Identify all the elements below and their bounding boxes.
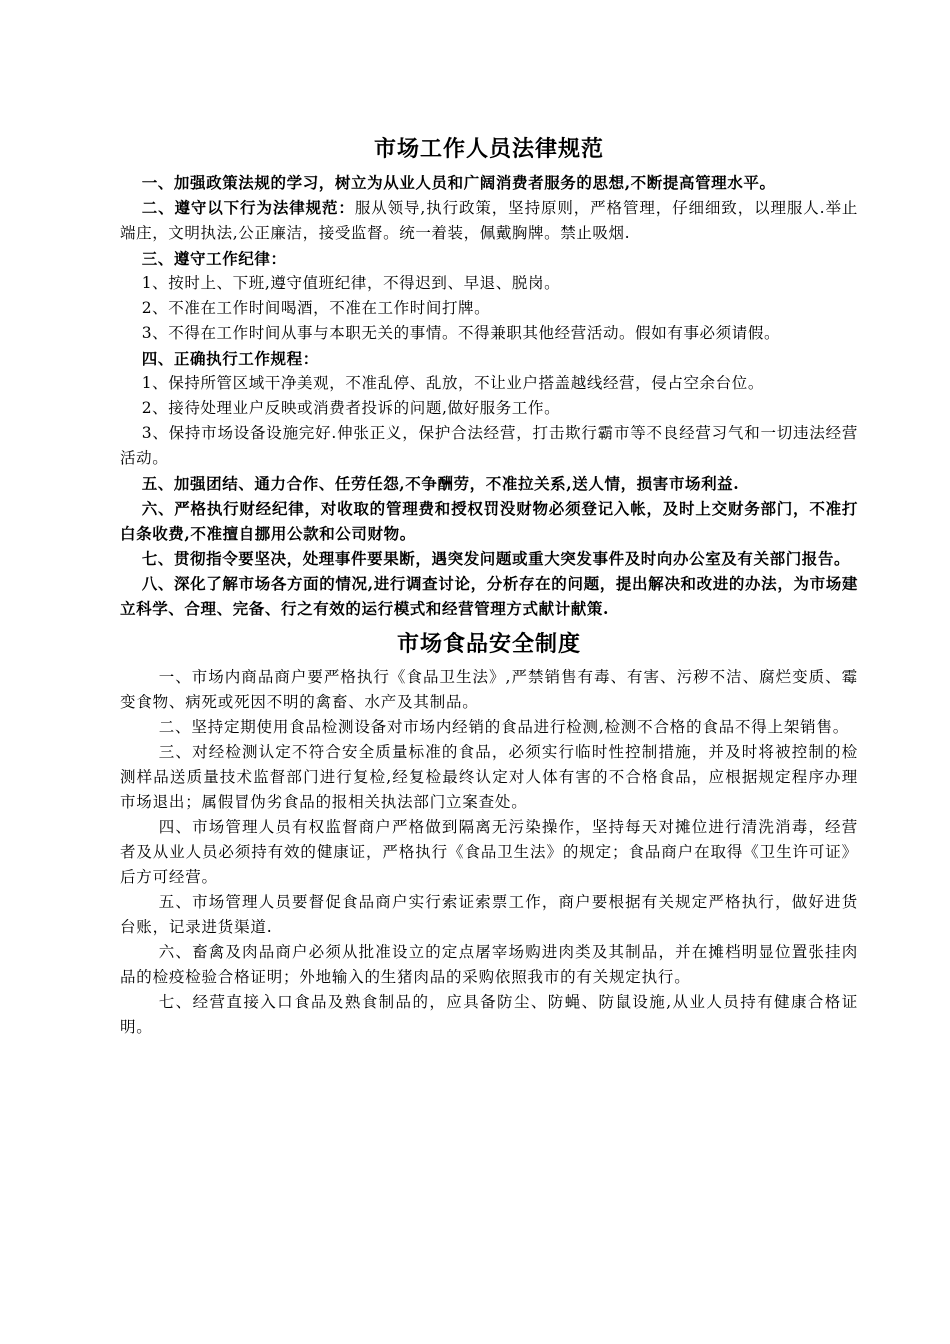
food-rule-2: 二、坚持定期使用食品检测设备对市场内经销的食品进行检测,检测不合格的食品不得上架销售。 bbox=[158, 718, 850, 736]
food-rule-4: 四、市场管理人员有权监督商户严格做到隔离无污染操作，坚持每天对摊位进行清洗消毒，经营者及从业人员必须持有效的健康证，严格执行《食品卫生法》的规定；食品商户在取得《卫生许可证》后方可经营。 bbox=[120, 818, 858, 886]
food-rule-1: 一、市场内商品商户要严格执行《食品卫生法》,严禁销售有毒、有害、污秽不洁、腐烂变质、霉变食物、病死或死因不明的禽畜、水产及其制品。 bbox=[120, 668, 858, 711]
section1-body bbox=[120, 170, 858, 621]
rule-7: 七、贯彻指令要坚决，处理事件要果断，遇突发问题或重大突发事件及时向办公室及有关部门报告。 bbox=[141, 549, 851, 568]
rule-4-item-1: 1、保持所管区域干净美观，不准乱停、乱放，不让业户搭盖越线经营，侵占空余台位。 bbox=[141, 374, 764, 392]
rule-3-item-2: 2、不准在工作时间喝酒，不准在工作时间打牌。 bbox=[141, 299, 491, 317]
rule-6: 六、严格执行财经纪律，对收取的管理费和授权罚没财物必须登记入帐，及时上交财务部门，不准打白条收费,不准擅自挪用公款和公司财物。 bbox=[120, 499, 858, 543]
rule-2 bbox=[120, 195, 858, 246]
rule-3-item-3: 3、不得在工作时间从事与本职无关的事情。不得兼职其他经营活动。假如有事必须请假。 bbox=[141, 324, 781, 342]
section2-title: 市场食品安全制度 bbox=[396, 631, 581, 657]
rule-3-heading: 三、遵守工作纪律： bbox=[141, 249, 287, 268]
rule-1: 一、加强政策法规的学习，树立为从业人员和广阔消费者服务的思想,不断提高管理水平。 bbox=[141, 173, 776, 192]
food-rule-3: 三、对经检测认定不符合安全质量标准的食品，必须实行临时性控制措施，并及时将被控制的检测样品送质量技术监督部门进行复检,经复检最终认定对人体有害的不合格食品，应根据规定程序办理市场退出；属假冒伪劣食品的报相关执法部门立案查处。 bbox=[120, 743, 858, 811]
rule-4-heading: 四、正确执行工作规程： bbox=[141, 349, 319, 368]
food-rule-5: 五、市场管理人员要督促食品商户实行索证索票工作，商户要根据有关规定严格执行，做好进货台账，记录进货渠道. bbox=[120, 893, 858, 936]
rule-2-heading: 二、遵守以下行为法律规范： bbox=[141, 198, 355, 217]
rule-3-item-1: 1、按时上、下班,遵守值班纪律，不得迟到、早退、脱岗。 bbox=[141, 274, 561, 292]
rule-5: 五、加强团结、通力合作、任劳任怨,不争酬劳，不准拉关系,送人情，损害市场利益. bbox=[141, 474, 740, 493]
rule-4-item-3: 3、保持市场设备设施完好.伸张正义，保护合法经营，打击欺行霸市等不良经营习气和一切违法经营活动。 bbox=[120, 424, 858, 467]
food-rule-6: 六、畜禽及肉品商户必须从批准设立的定点屠宰场购进肉类及其制品，并在摊档明显位置张挂肉品的检疫检验合格证明；外地输入的生猪肉品的采购依照我市的有关规定执行。 bbox=[120, 943, 858, 986]
rule-8: 八、深化了解市场各方面的情况,进行调查讨论，分析存在的问题，提出解决和改进的办法，为市场建立科学、合理、完备、行之有效的运行模式和经营管理方式献计献策. bbox=[120, 574, 858, 618]
section2-body bbox=[120, 665, 858, 1040]
food-rule-7: 七、经营直接入口食品及熟食制品的，应具备防尘、防蝇、防鼠设施,从业人员持有健康合格证明。 bbox=[120, 993, 858, 1036]
rule-2-body: 服从领导,执行政策，坚持原则，严格管理，仔细细致，以理服人.举止端庄，文明执法,公正廉洁，接受监督。统一着装，佩戴胸牌。禁止吸烟. bbox=[120, 199, 858, 242]
section1-title: 市场工作人员法律规范 bbox=[373, 136, 604, 162]
rule-4-item-2: 2、接待处理业户反映或消费者投诉的问题,做好服务工作。 bbox=[141, 399, 561, 417]
